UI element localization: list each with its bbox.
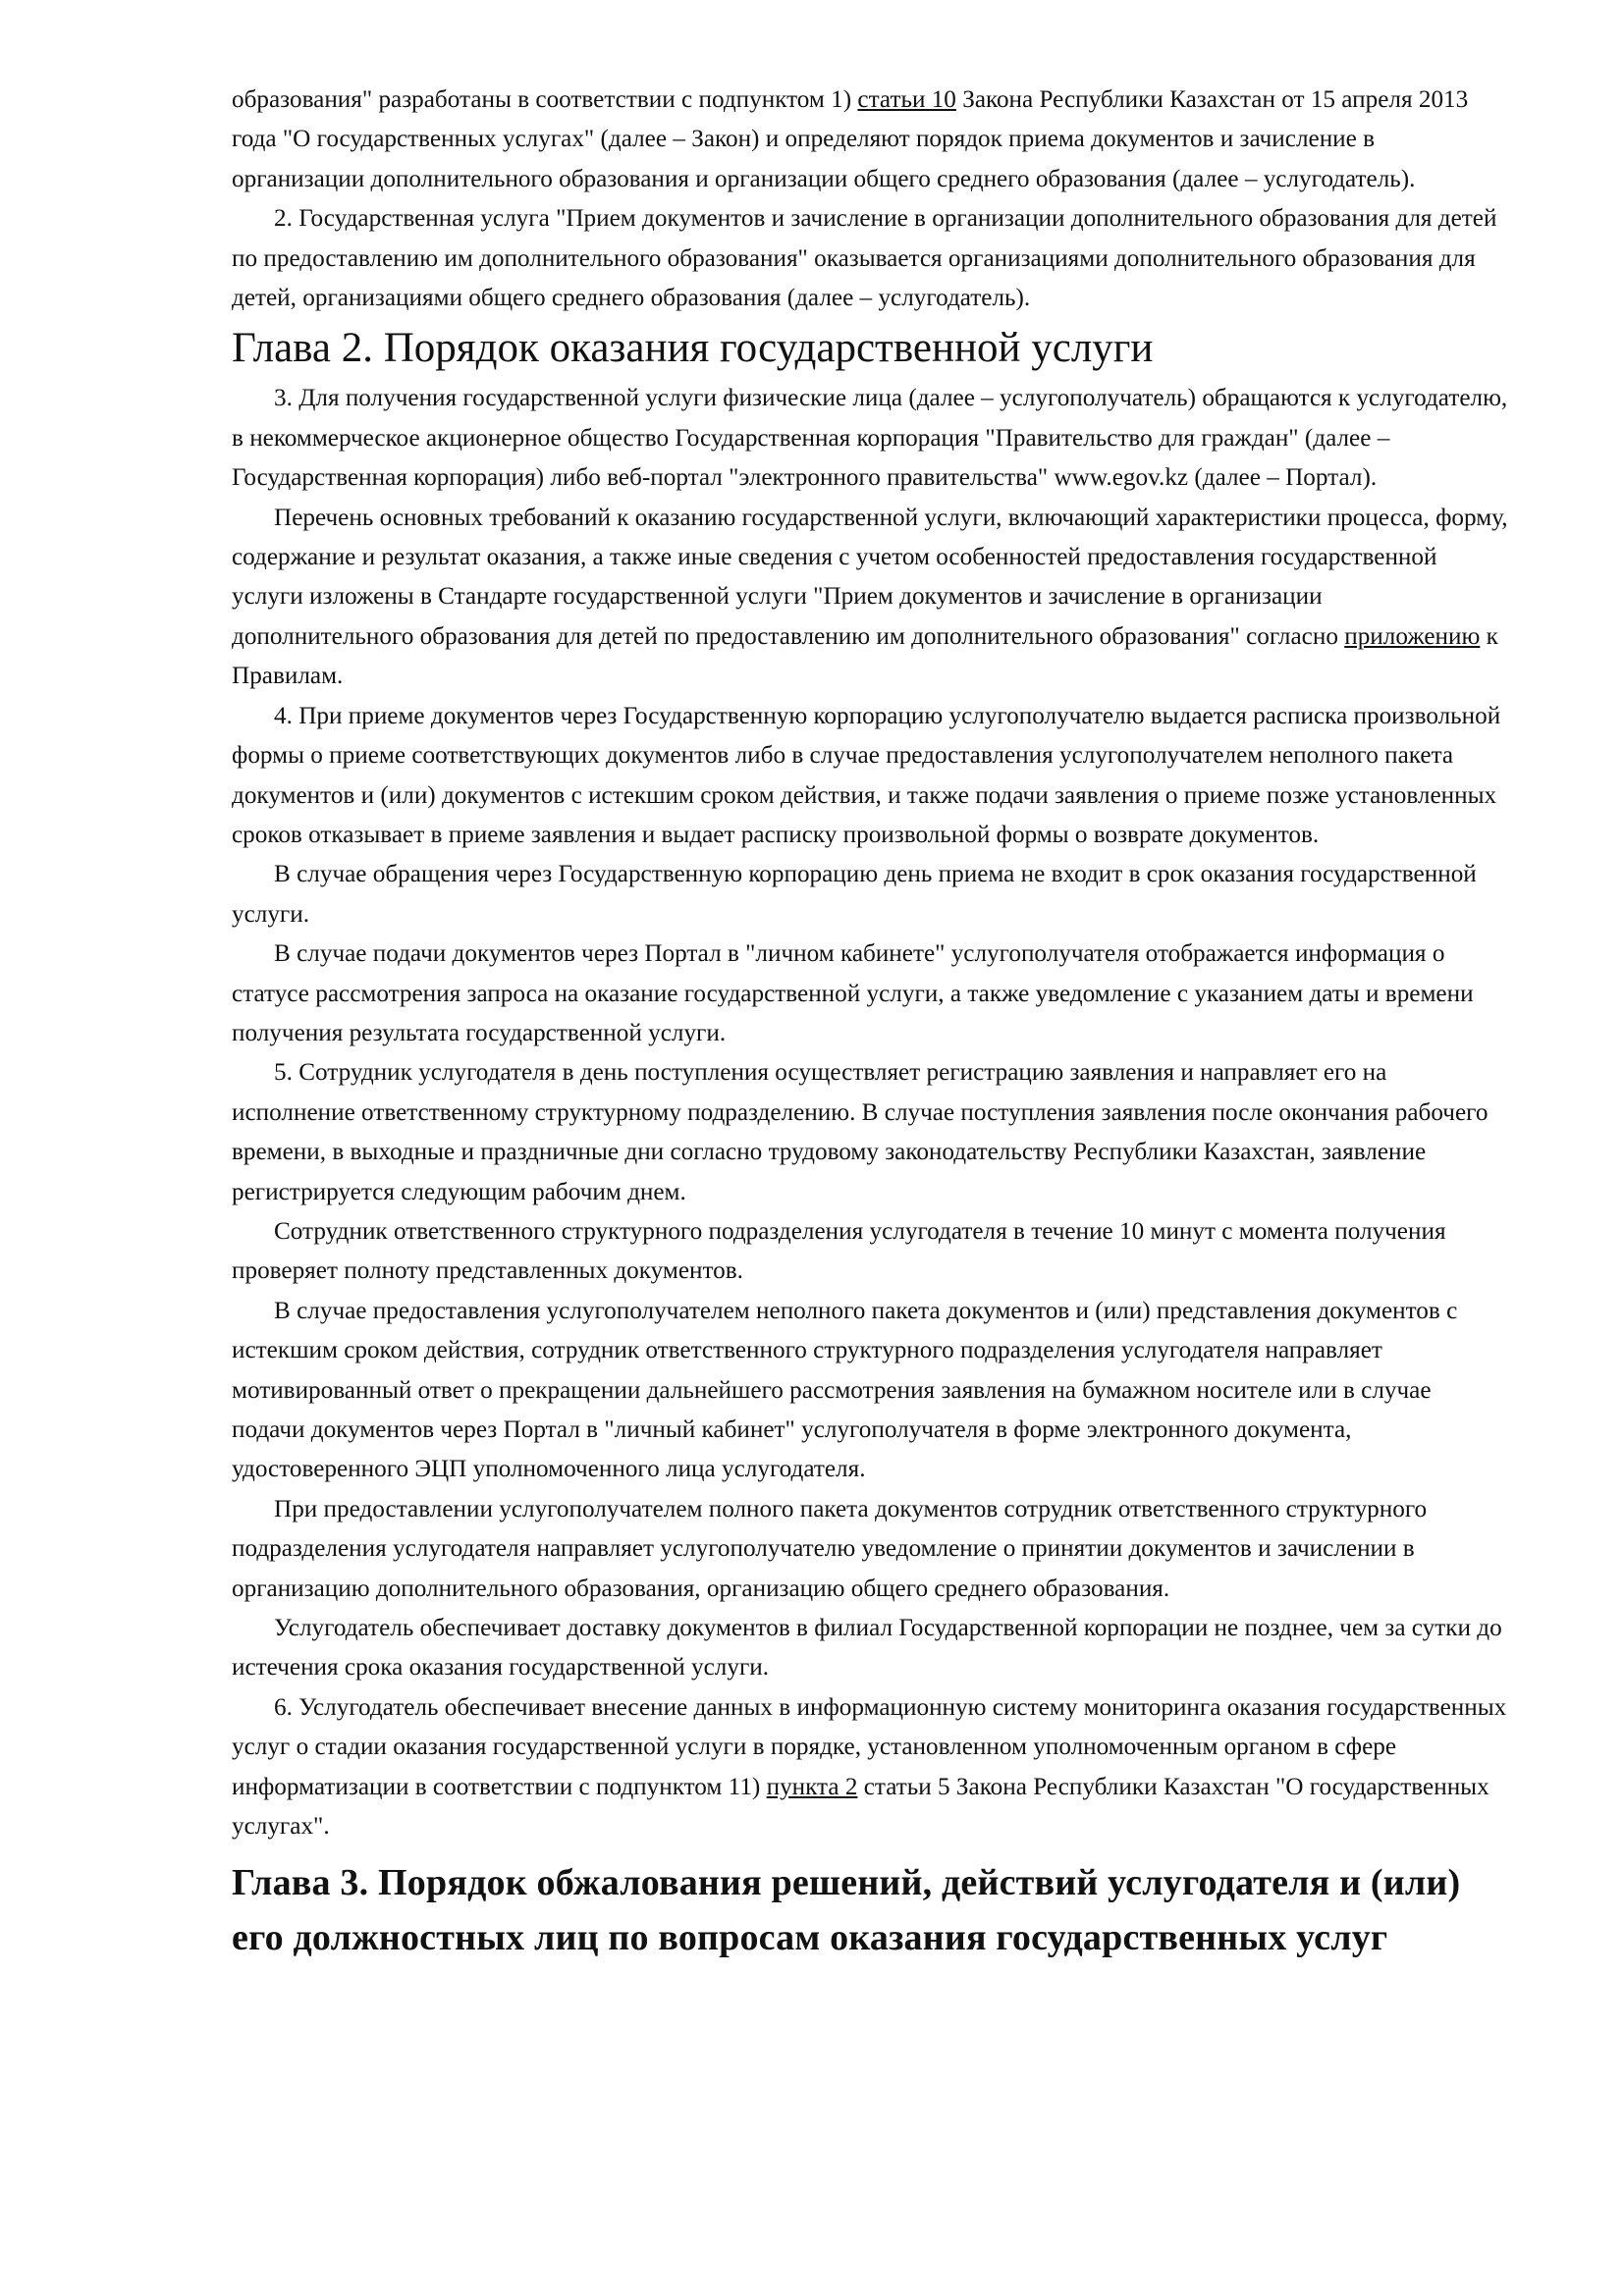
paragraph-13-text-a: 6. Услугодатель обеспечивает внесение данных в информационную систему мониторинга оказания государственных услуг о стадии оказания государственной услуги в порядке, установленном уполномоченным органом в сфере информатизации в соответствии с подпунктом 11) [232,1693,1507,1800]
paragraph-4-text-b: к Правилам. [232,622,1498,690]
paragraph-5: 4. При приеме документов через Государственную корпорацию услугополучателю выдается расписка произвольной формы о приеме соответствующих документов либо в случае предоставления услугополучателем неполного пакета документов и (или) документов с истекшим сроком действия, и также подачи заявления о приеме позже установленных сроков отказывает в приеме заявления и выдает расписку произвольной формы о возврате документов. [232,702,1501,848]
link-point-2[interactable]: пункта 2 [766,1773,858,1800]
link-appendix[interactable]: приложению [1344,622,1481,650]
paragraph-4-text-a: Перечень основных требований к оказанию государственной услуги, включающий характеристики процесса, форму, содержание и результат оказания, а также иные сведения с учетом особенностей предоставления государственной услуги изложены в Стандарте государственной услуги "Прием документов и зачисление в организации дополнительного образования для детей по предоставлению им дополнительного образования" согласно [232,504,1508,650]
paragraph-9: Сотрудник ответственного структурного подразделения услугодателя в течение 10 минут с момента получения проверяет полноту представленных документов. [232,1217,1446,1285]
paragraph-6: В случае обращения через Государственную корпорацию день приема не входит в срок оказания государственной услуги. [232,861,1477,928]
document-page [232,80,1508,1965]
heading-chapter-2: Глава 2. Порядок оказания государственной услуги [232,325,1154,372]
paragraph-8: 5. Сотрудник услугодателя в день поступления осуществляет регистрацию заявления и направляет его на исполнение ответственному структурному подразделению. В случае поступления заявления после окончания рабочего времени, в выходные и праздничные дни согласно трудовому законодательству Республики Казахстан, заявление регистрируется следующим рабочим днем. [232,1059,1489,1205]
paragraph-2: 2. Государственная услуга "Прием документов и зачисление в организации дополнительного образования для детей по предоставлению им дополнительного образования" оказывается организациями дополнительного образования для детей, организациями общего среднего образования (далее – услугодатель). [232,205,1497,312]
paragraph-3: 3. Для получения государственной услуги физические лица (далее – услугополучатель) обращаются к услугодателю, в некоммерческое акционерное общество Государственная корпорация "Правительство для граждан" (далее – Государственная корпорация) либо веб-портал "электронного правительства" www.egov.kz (далее – Портал). [232,385,1508,492]
paragraph-10: В случае предоставления услугополучателем неполного пакета документов и (или) представления документов с истекшим сроком действия, сотрудник ответственного структурного подразделения услугодателя направляет мотивированный ответ о прекращении дальнейшего рассмотрения заявления на бумажном носителе или в случае подачи документов через Портал в "личный кабинет" услугополучателя в форме электронного документа, удостоверенного ЭЦП уполномоченного лица услугодателя. [232,1297,1458,1483]
paragraph-13-text-b: статьи 5 Закона Республики Казахстан "О государственных услугах". [232,1773,1489,1841]
paragraph-1-text-a: образования" разработаны в соответствии с подпунктом 1) [232,86,858,113]
link-article-10[interactable]: статьи 10 [857,86,956,113]
paragraph-12: Услугодатель обеспечивает доставку документов в филиал Государственной корпорации не позднее, чем за сутки до истечения срока оказания государственной услуги. [232,1615,1502,1682]
paragraph-1 [232,80,1508,199]
paragraph-11: При предоставлении услугополучателем полного пакета документов сотрудник ответственного структурного подразделения услугодателя направляет услугополучателю уведомление о принятии документов и зачислении в организацию дополнительного образования, организацию общего среднего образования. [232,1495,1428,1602]
paragraph-1-text-b: Закона Республики Казахстан от 15 апреля 2013 года "О государственных услугах" (далее – Закон) и определяют порядок приема документов и зачисление в организации дополнительного образования и организации общего среднего образования (далее – услугодатель). [232,86,1469,192]
paragraph-4 [232,499,1508,697]
heading-chapter-3: Глава 3. Порядок обжалования решений, действий услугодателя и (или) его должностных лиц по вопросам оказания государственных услуг [232,1862,1461,1959]
paragraph-13 [232,1688,1508,1847]
paragraph-7: В случае подачи документов через Портал в "личном кабинете" услугополучателя отображается информация о статусе рассмотрения запроса на оказание государственной услуги, а также уведомление с указанием даты и времени получения результата государственной услуги. [232,940,1474,1046]
